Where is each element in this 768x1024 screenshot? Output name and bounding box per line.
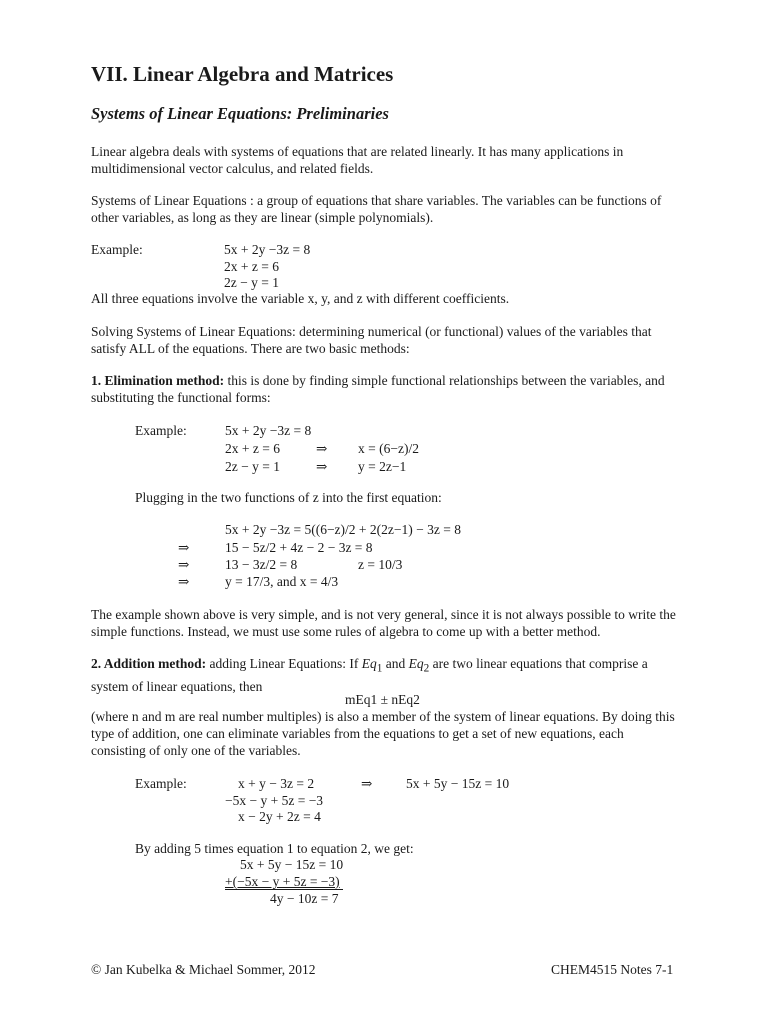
linear-combination: mEq1 ± nEq2 xyxy=(345,692,420,707)
footer-copyright: © Jan Kubelka & Michael Sommer, 2012 xyxy=(91,962,316,977)
addition-eq-c: x − 2y + 2z = 4 xyxy=(238,809,321,824)
sum-result: 4y − 10z = 7 xyxy=(270,891,339,906)
substitution-step-1: 15 − 5z/2 + 4z − 2 − 3z = 8 xyxy=(225,540,373,555)
systems-definition-paragraph: Systems of Linear Equations : a group of equations that share variables. The variables can be functions of other variables, as long as they are linear (simple polynomials). xyxy=(91,193,662,225)
eq1-subscript: 1 xyxy=(376,662,383,675)
elimination-heading: 1. Elimination method: xyxy=(91,373,225,388)
eq1-symbol: Eq xyxy=(361,656,377,671)
substitution-step-3: y = 17/3, and x = 4/3 xyxy=(225,574,339,589)
substitution-step-2-result: z = 10/3 xyxy=(358,557,403,572)
addition-and: and xyxy=(382,656,409,671)
implies-arrow: ⇒ xyxy=(361,776,373,791)
sum-line-1: 5x + 5y − 15z = 10 xyxy=(240,857,344,872)
addition-eq-a: x + y − 3z = 2 xyxy=(238,776,315,791)
eq2-subscript: 2 xyxy=(423,662,430,675)
all-three-paragraph: All three equations involve the variable x, y, and z with different coefficients. xyxy=(91,291,510,306)
adding-text: By adding 5 times equation 1 to equation 2, we get: xyxy=(135,841,414,856)
footer-page-id: CHEM4515 Notes 7-1 xyxy=(551,962,674,977)
elimination-paragraph xyxy=(91,372,681,406)
addition-eq-b: −5x − y + 5z = −3 xyxy=(225,793,324,808)
example1-eq2: 2x + z = 6 xyxy=(224,259,279,274)
intro-paragraph: Linear algebra deals with systems of equations that are related linearly. It has many applications in multidimensional vector calculus, and related fields. xyxy=(91,144,624,176)
elimination-eq1: 5x + 2y −3z = 8 xyxy=(225,423,312,438)
example1-eq3: 2z − y = 1 xyxy=(224,275,279,290)
addition-example-label: Example: xyxy=(135,776,187,791)
substitution-step-2: 13 − 3z/2 = 8 xyxy=(225,557,298,572)
substitution-step-0: 5x + 2y −3z = 5((6−z)/2 + 2(2z−1) − 3z = 8 xyxy=(225,522,461,537)
sum-line-2: +(−5x − y + 5z = −3) xyxy=(225,874,340,889)
example1-label: Example: xyxy=(91,242,143,257)
addition-eq-a-result: 5x + 5y − 15z = 10 xyxy=(406,776,510,791)
implies-arrow: ⇒ xyxy=(178,574,190,589)
eq2-symbol: Eq xyxy=(408,656,424,671)
elimination-eq2: 2x + z = 6 xyxy=(225,441,280,456)
solving-paragraph: Solving Systems of Linear Equations: determining numerical (or functional) values of the variables that satisfy ALL of the equations. There are two basic methods: xyxy=(91,324,652,356)
elimination-result-x: x = (6−z)/2 xyxy=(358,441,419,456)
elimination-eq3: 2z − y = 1 xyxy=(225,459,280,474)
implies-arrow: ⇒ xyxy=(316,441,328,456)
elimination-example-label: Example: xyxy=(135,423,187,438)
example1-eq1: 5x + 2y −3z = 8 xyxy=(224,242,311,257)
addition-heading: 2. Addition method: xyxy=(91,656,207,671)
addition-text-a: adding Linear Equations: If xyxy=(206,656,362,671)
implies-arrow: ⇒ xyxy=(178,540,190,555)
plugging-text: Plugging in the two functions of z into the first equation: xyxy=(135,490,442,505)
page-title: VII. Linear Algebra and Matrices xyxy=(91,62,394,86)
addition-text-b: are two linear equations that comprise a system of linear equations, then xyxy=(91,656,648,694)
addition-paragraph xyxy=(91,655,681,695)
example-note-paragraph: The example shown above is very simple, and is not very general, since it is not always possible to write the simple functions. Instead, we must use some rules of algebra to come up with a better method. xyxy=(91,607,676,639)
implies-arrow: ⇒ xyxy=(178,557,190,572)
elimination-result-y: y = 2z−1 xyxy=(358,459,407,474)
implies-arrow: ⇒ xyxy=(316,459,328,474)
addition-explanation: (where n and m are real number multiples) is also a member of the system of linear equations. By doing this type of addition, one can eliminate variables from the equations to get a set of new equations, each consisting of only one of the variables. xyxy=(91,709,675,758)
elimination-text: this is done by finding simple functional relationships between the variables, and substituting the functional forms: xyxy=(91,373,665,405)
section-subtitle: Systems of Linear Equations: Preliminaries xyxy=(91,104,389,123)
